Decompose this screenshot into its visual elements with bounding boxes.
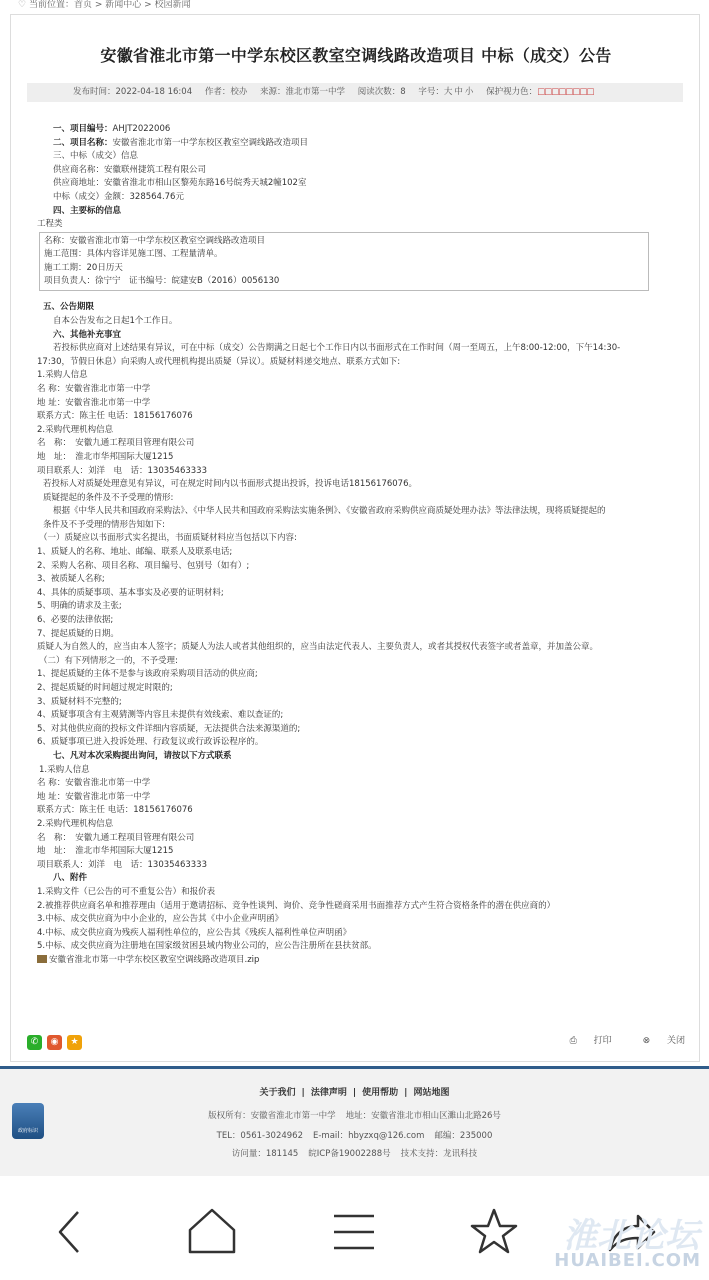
footer-copyright-row: 版权所有：安徽省淮北市第一中学 地址：安徽省淮北市相山区濉山北路26号 <box>208 1111 501 1121</box>
menu-button[interactable] <box>324 1204 384 1260</box>
attachment-link[interactable]: 安徽省淮北市第一中学东校区教室空调线路改造项目.zip <box>25 954 677 968</box>
article-card <box>10 14 700 1062</box>
close-icon: ⊗ <box>642 1036 651 1046</box>
breadcrumb-news-center[interactable]: 新闻中心 <box>105 0 142 10</box>
font-size-small[interactable]: 小 <box>464 87 474 97</box>
footer-contact-row: TEL：0561-3024962 E-mail：hbyzxq@126.com 邮编：235000 <box>216 1131 493 1141</box>
footer-link-legal[interactable]: 法律声明 <box>310 1088 347 1098</box>
author: 作者：校办 <box>204 87 248 97</box>
close-button[interactable]: ⊗ 关闭 <box>642 1036 685 1046</box>
share-bar <box>27 1029 87 1045</box>
article-body: 一、项目编号：AHJT2022006 二、项目名称：安徽省淮北市第一中学东校区教室空调线路改造项目 三、中标（成交）信息 供应商名称：安徽联州捷筑工程有限公司 供应商地址：安徽省淮北市相山区黎苑东路16号皖秀天城2幢102室 中标（成交）金额：328564.76元 四、主要标的信息 工程类 名称：安徽省淮北市第一中学东校区教室空调线路改造项目 施工范围：具体内容详见施工图、工程量清单。 施工工期：20日历天 项目负责人：徐宁宁 证书编号：皖建安B（2016）0056130 五、公告期限 自本公告发布之日起1个工作日。 六、其他补充事宜 若投标供应商对上述结果有异议，可在中标（成交）公告期满之日起七个工作日内以书面形式在工作时间（周一至周五，上午8:00-12:00，下午14:30- 17:30，节假日休息）向采购人或代理机构提出质疑（异议）。质疑材料递交地点、联系方式如下: 1.采购人信息 名 称：安徽省淮北市第一中学 地 址：安徽省淮北市第一中学 联系方式：陈主任 电话：18156176076 2.采购代理机构信息 名 称： 安徽九通工程项目管理有限公司 地 址： 淮北市华邦国际大厦1215 项目联系人：刘洋 电 话：13035463333 若投标人对质疑处理意见有异议，可在规定时间内以书面形式提出投诉，投诉电话18156176076。 质疑提起的条件及不予受理的情形: 根据《中华人民共和国政府采购法》、《中华人民共和国政府采购法实施条例》、《安徽省政府采购供应商质疑处理办法》等法律法规，现将质疑提起的 条件及不予受理的情形告知如下: （一）质疑应以书面形式实名提出，书面质疑材料应当包括以下内容: 1、质疑人的名称、地址、邮编、联系人及联系电话; 2、采购人名称、项目名称、项目编号、包别号（如有）; 3、被质疑人名称; 4、具体的质疑事项、基本事实及必要的证明材料; 5、明确的请求及主张; 6、必要的法律依据; 7、提起质疑的日期。 质疑人为自然人的，应当由本人签字；质疑人为法人或者其他组织的，应当由法定代表人、主要负责人，或者其授权代表签字或者盖章，并加盖公章。 （二）有下列情形之一的，不予受理: 1、提起质疑的主体不是参与该政府采购项目活动的供应商; 2、提起质疑的时间超过规定时限的; 3、质疑材料不完整的; 4、质疑事项含有主观猜测等内容且未提供有效线索、难以查证的; 5、对其他供应商的投标文件详细内容质疑，无法提供合法来源渠道的; 6、质疑事项已进入投诉处理、行政复议或行政诉讼程序的。 七、凡对本次采购提出询问，请按以下方式联系 1.采购人信息 名 称：安徽省淮北市第一中学 地 址：安徽省淮北市第一中学 联系方式：陈主任 电话：18156176076 2.采购代理机构信息 名 称： 安徽九通工程项目管理有限公司 地 址： 淮北市华邦国际大厦1215 项目联系人：刘洋 电 话：13035463333 八、附件 1.采购文件（已公告的可不重复公告）和报价表 2.被推荐供应商名单和推荐理由（适用于邀请招标、竞争性谈判、询价、竞争性磋商采用书面推荐方式产生符合资格条件的潜在供应商的） 3.中标、成交供应商为中小企业的，应公告其《中小企业声明函》 4.中标、成交供应商为残疾人福利性单位的，应公告其《残疾人福利性单位声明函》 5.中标、成交供应商为注册地在国家级贫困县域内物业公司的，应公告注册所在县扶贫部。 安徽省淮北市第一中学东校区教室空调线路改造项目.zip <box>25 123 677 967</box>
footer-link-sitemap[interactable]: 网站地图 <box>413 1088 450 1098</box>
footer-link-about[interactable]: 关于我们 <box>259 1088 296 1098</box>
eye-color-label: 保护视力色： <box>486 87 538 97</box>
read-count: 阅读次数：8 <box>357 87 406 97</box>
weibo-share-icon[interactable]: ◉ <box>47 1035 62 1050</box>
bookmark-button[interactable] <box>464 1204 524 1260</box>
back-button[interactable] <box>42 1204 102 1260</box>
font-size-large[interactable]: 大 <box>443 87 453 97</box>
source: 来源：淮北市第一中学 <box>260 87 346 97</box>
government-logo[interactable]: 政府标识 <box>12 1103 44 1139</box>
watermark-logo: 淮北论坛 <box>563 1216 699 1256</box>
site-footer <box>0 1066 709 1176</box>
article-tools <box>542 1033 685 1046</box>
breadcrumb: ♡ 当前位置：首页 > 新闻中心 > 校园新闻 <box>18 0 191 10</box>
footer-stats-row: 访问量：181145 皖ICP备19002288号 技术支持：龙讯科技 <box>231 1149 478 1159</box>
home-icon <box>182 1204 242 1260</box>
watermark-text: HUAIBEI.COM <box>554 1250 701 1271</box>
page-title: 安徽省淮北市第一中学东校区教室空调线路改造项目 中标（成交）公告 <box>100 46 612 65</box>
wechat-share-icon[interactable]: ✆ <box>27 1035 42 1050</box>
breadcrumb-home[interactable]: 首页 <box>74 0 93 10</box>
font-size-medium[interactable]: 中 <box>454 87 463 97</box>
chevron-left-icon <box>42 1204 102 1260</box>
eye-color-options[interactable]: □□□□□□□□ <box>537 87 594 97</box>
bid-info-box: 名称：安徽省淮北市第一中学东校区教室空调线路改造项目 施工范围：具体内容详见施工图、工程量清单。 施工工期：20日历天 项目负责人：徐宁宁 证书编号：皖建安B（2016）0056130 <box>39 232 649 292</box>
qzone-share-icon[interactable]: ★ <box>67 1035 82 1050</box>
article-meta <box>27 83 683 102</box>
star-icon <box>464 1204 524 1260</box>
home-button[interactable] <box>182 1204 242 1260</box>
location-icon: ♡ <box>18 0 27 10</box>
menu-icon <box>324 1204 384 1260</box>
icp-link[interactable]: 皖ICP备19002288号 <box>308 1149 391 1159</box>
print-button[interactable]: ⎙ 打印 <box>569 1036 612 1046</box>
printer-icon: ⎙ <box>569 1036 577 1046</box>
breadcrumb-prefix: 当前位置： <box>29 0 75 10</box>
breadcrumb-campus-news[interactable]: 校园新闻 <box>154 0 191 10</box>
publish-time: 发布时间：2022-04-18 16:04 <box>73 87 193 97</box>
footer-link-help[interactable]: 使用帮助 <box>362 1088 399 1098</box>
font-size-label: 字号： <box>418 87 444 97</box>
zip-file-icon <box>37 955 47 963</box>
footer-links: 关于我们 | 法律声明 | 使用帮助 | 网站地图 <box>259 1088 450 1098</box>
